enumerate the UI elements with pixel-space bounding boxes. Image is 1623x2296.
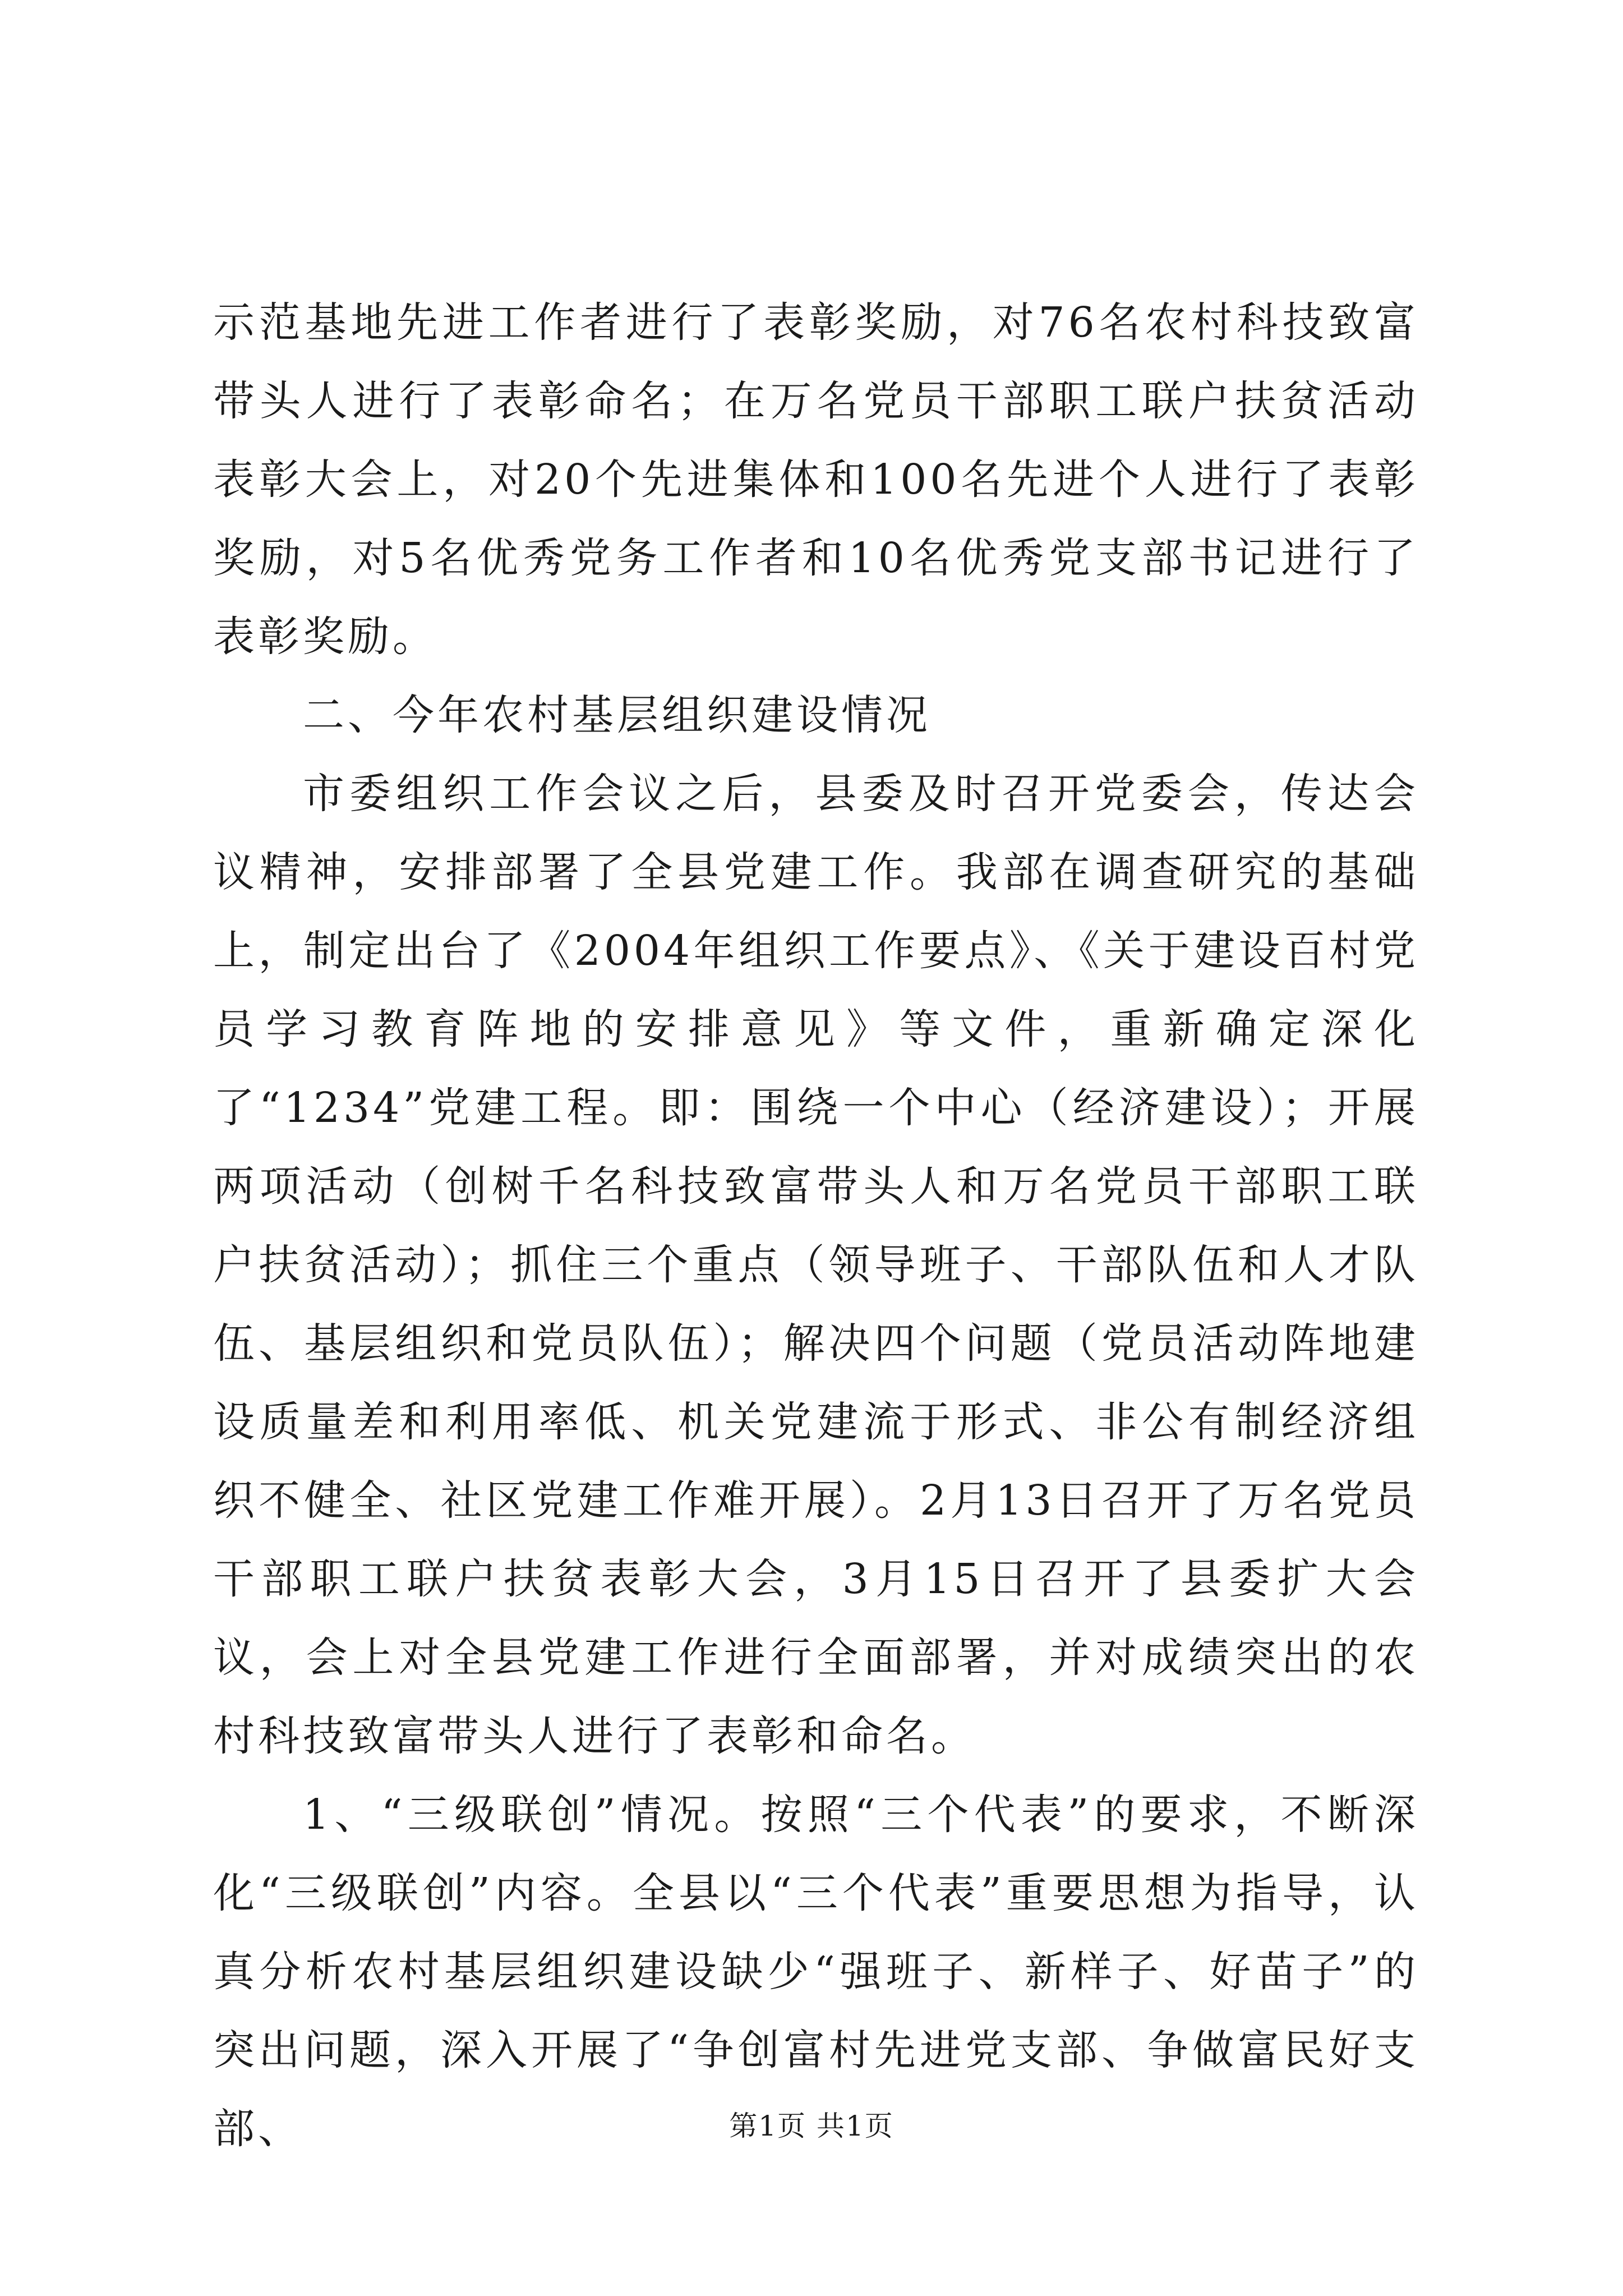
document-body bbox=[213, 283, 1419, 2168]
paragraph: 1、“三级联创”情况。按照“三个代表”的要求，不断深化“三级联创”内容。全县以“三个代表”重要思想为指导，认真分析农村基层组织建设缺少“强班子、新样子、好苗子”的突出问题，深入开展了“争创富村先进党支部、争做富民好支部、 bbox=[213, 1791, 1419, 2153]
paragraph-continuation: 示范基地先进工作者进行了表彰奖励，对76名农村科技致富带头人进行了表彰命名；在万名党员干部职工联户扶贫活动表彰大会上，对20个先进集体和100名先进个人进行了表彰奖励，对5名优秀党务工作者和10名优秀党支部书记进行了表彰奖励。 bbox=[213, 298, 1419, 661]
section-heading: 二、今年农村基层组织建设情况 bbox=[303, 691, 931, 739]
paragraph: 市委组织工作会议之后，县委及时召开党委会，传达会议精神，安排部署了全县党建工作。我部在调查研究的基础上，制定出台了《2004年组织工作要点》、《关于建设百村党员学习教育阵地的安排意见》等文件，重新确定深化了“1234”党建工程。即：围绕一个中心（经济建设）；开展两项活动（创树千名科技致富带头人和万名党员干部职工联户扶贫活动）；抓住三个重点（领导班子、干部队伍和人才队伍、基层组织和党员队伍）；解决四个问题（党员活动阵地建设质量差和利用率低、机关党建流于形式、非公有制经济组织不健全、社区党建工作难开展）。2月13日召开了万名党员干部职工联户扶贫表彰大会，3月15日召开了县委扩大会议，会上对全县党建工作进行全面部署，并对成绩突出的农村科技致富带头人进行了表彰和命名。 bbox=[213, 770, 1419, 1760]
page-footer bbox=[0, 2109, 1623, 2143]
page-number: 第1页 共1页 bbox=[729, 2110, 894, 2142]
